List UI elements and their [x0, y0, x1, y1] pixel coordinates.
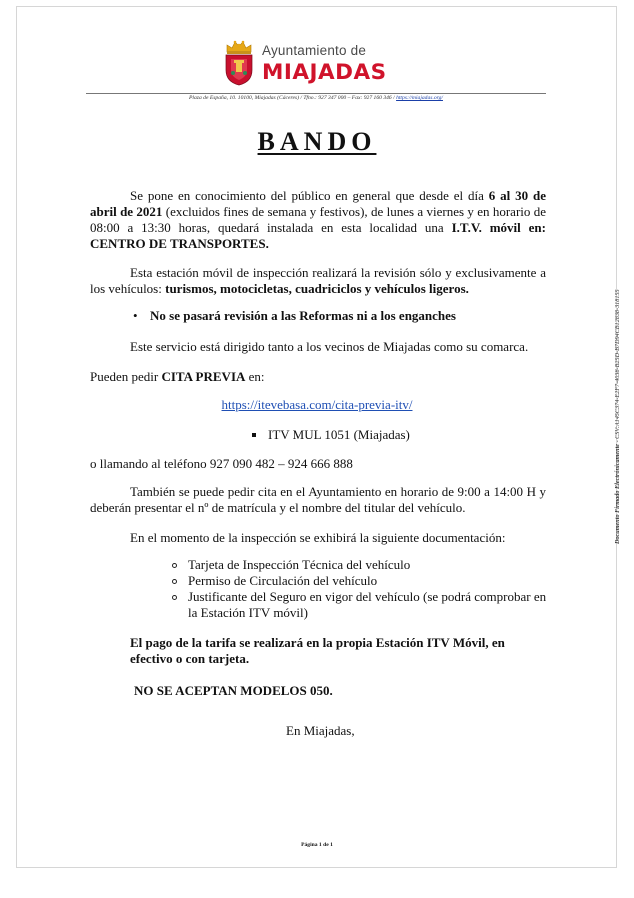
list-item-text: Permiso de Circulación del vehículo — [188, 573, 378, 588]
title-text: BANDO — [257, 127, 377, 156]
electronic-signature-stamp — [614, 289, 621, 544]
list-item — [172, 589, 550, 621]
station-text: ITV MUL 1051 (Miajadas) — [268, 427, 410, 442]
circle-bullet-icon — [172, 563, 177, 568]
bullet-reformas — [133, 308, 553, 324]
announcement-location: I.T.V. móvil en: CENTRO DE TRANSPORTES. — [90, 220, 546, 251]
cita-intro: Pueden pedir — [90, 369, 162, 384]
booking-link-line — [0, 397, 634, 413]
paragraph-announcement — [90, 188, 546, 252]
paragraph-no-models — [134, 683, 554, 699]
announcement-hours: (excluidos fines de semana y festivos), de lunes a viernes y en horario de 08:00 a 13:30 horas, quedará instalada en esta localidad una — [90, 204, 547, 235]
page-number: Página 1 de 1 — [301, 842, 333, 848]
station-item — [252, 427, 552, 443]
list-item-text: Justificante del Seguro en vigor del vehículo (se podrá comprobar en la Estación ITV móvil) — [188, 589, 547, 620]
no-models-text: NO SE ACEPTAN MODELOS 050. — [134, 683, 333, 698]
signature-place: En Miajadas, — [286, 723, 355, 738]
cita-suffix: en: — [245, 369, 265, 384]
signature-label: Documento Firmado Electrónicamente — [614, 443, 621, 544]
website-link[interactable]: https://miajadas.org/ — [396, 95, 443, 101]
paragraph-cita — [90, 369, 510, 385]
paragraph-service: Este servicio está dirigido tanto a los vecinos de Miajadas como su comarca. — [130, 339, 529, 354]
paragraph-payment — [130, 635, 550, 667]
list-item — [172, 557, 550, 573]
paragraph-phone: o llamando al teléfono 927 090 482 – 924 666 888 — [90, 456, 353, 471]
announcement-dates: 6 al 30 de abril de 2021 — [90, 188, 546, 219]
bullet-reformas-text: No se pasará revisión a las Reformas ni a los enganches — [150, 308, 456, 323]
payment-text: El pago de la tarifa se realizará en la propia Estación ITV Móvil, en efectivo o con tarjeta. — [130, 635, 505, 666]
org-name: MIAJADAS — [262, 60, 387, 85]
list-item — [172, 573, 550, 589]
header-divider — [86, 93, 546, 94]
list-item-text: Tarjeta de Inspección Técnica del vehículo — [188, 557, 411, 572]
cita-previa-label: CITA PREVIA — [161, 369, 246, 384]
announcement-intro: Se pone en conocimiento del público en general que desde el día — [130, 188, 489, 203]
paragraph-ayuntamiento: También se puede pedir cita en el Ayuntamiento en horario de 9:00 a 14:00 H y deberán presentar el nº de matrícula y el nombre del titular del vehículo. — [90, 484, 546, 515]
document-title — [0, 127, 634, 157]
org-top-label: Ayuntamiento de — [262, 43, 367, 58]
paragraph-vehicles — [90, 265, 546, 297]
coat-of-arms-logo — [222, 40, 256, 86]
square-bullet-icon — [252, 433, 256, 437]
circle-bullet-icon — [172, 579, 177, 584]
booking-link[interactable]: https://itevebasa.com/cita-previa-itv/ — [221, 397, 413, 412]
vehicles-list: turismos, motocicletas, cuadriciclos y vehículos ligeros. — [165, 281, 469, 296]
signature-csv: - CSV:A145C374-E2F7-4038-B25D-B7D94CB12838-318155 — [614, 289, 621, 444]
circle-bullet-icon — [172, 595, 177, 600]
address-text: Plaza de España, 10. 10100, Miajadas (Cáceres) / Tfno.: 927 347 000 – Fax: 927 160 346 / — [189, 95, 397, 101]
vehicles-intro: Esta estación móvil de inspección realizará la revisión sólo y exclusivamente a los vehículos: — [90, 265, 546, 296]
crest-icon — [222, 40, 256, 86]
paragraph-documents-intro: En el momento de la inspección se exhibirá la siguiente documentación: — [130, 530, 506, 545]
address-line — [86, 95, 546, 101]
bullet-dot-icon: • — [133, 308, 138, 323]
